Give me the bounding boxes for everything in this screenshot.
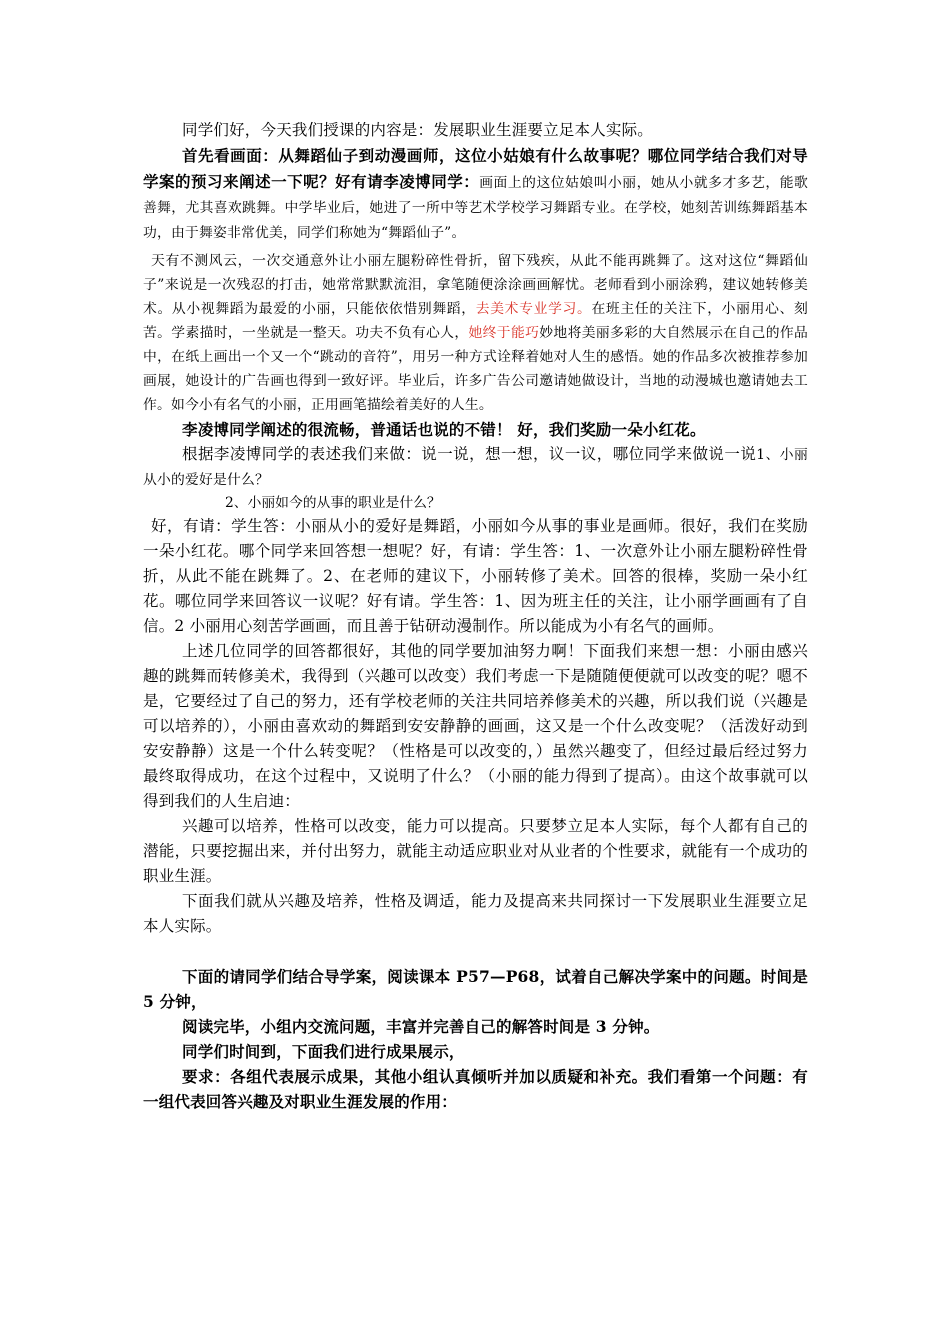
task-text: 根据李凌博同学的表述我们来做：说一说，想一想，议一议，哪位同学来做说一说	[182, 445, 757, 463]
story-highlight-2: 她终于能巧	[468, 325, 540, 341]
discussion-task: 阅读完毕，小组内交流问题，丰富并完善自己的解答时间是 3 分钟。	[182, 1017, 660, 1036]
story-text-2a: 天有不测风云，一次交通意外让小丽左腿粉碎性骨折，留下残疾，从此不能再跳舞了。这对这位“舞蹈仙子”来说是一次残忍的打击，她常常默默流泪，拿笔随便涂涂画画解忧。老师看到小丽涂鸦，建议她转修美术。从小视舞蹈为最爱的小丽，只能依依惜别舞蹈，	[143, 253, 808, 317]
story-highlight-1: 去美术专业学习。	[475, 301, 592, 317]
time-up-note: 同学们时间到，下面我们进行成果展示，	[182, 1042, 465, 1061]
reading-task: 下面的请同学们结合导学案，阅读课本 P57—P68，试着自己解决学案中的问题。时间是 5 分钟，	[143, 967, 808, 1011]
question-1: 1、小丽从小的爱好是什么？	[143, 447, 809, 488]
intro-paragraph: 同学们好，今天我们授课的内容是：发展职业生涯要立足本人实际。	[182, 121, 654, 139]
conclusion-paragraph: 兴趣可以培养，性格可以改变，能力可以提高。只要梦立足本人实际，每个人都有自己的潜能，只要挖掘出来，并付出努力，就能主动适应职业对从业者的个性要求，就能有一个成功的职业生涯。	[143, 817, 808, 885]
praise-paragraph: 李凌博同学阐述的很流畅，普通话也说的不错！ 好，我们奖励一朵小红花。	[182, 420, 706, 439]
story-text-2b: 在班主任的关注下，小丽用心、刻苦。学素描时，一坐就是一整天。功夫不负有心人，	[143, 301, 808, 341]
answers-paragraph: 好，有请：学生答：小丽从小的爱好是舞蹈，小丽如今从事的事业是画师。很好，我们在奖励一朵小红花。哪个同学来回答想一想呢？好，有请：学生答：1、一次意外让小丽左腿粉碎性骨折，从此不能在跳舞了。2、在老师的建议下，小丽转修了美术。回答的很棒，奖励一朵小红花。哪位同学来回答议一议呢？好有请。学生答：1、因为班主任的关注，让小丽学画画有了自信。2 小丽用心刻苦学画画，而且善于钻研动漫制作。所以能成为小有名气的画师。	[143, 517, 808, 635]
spacer	[143, 939, 808, 964]
reflection-paragraph: 上述几位同学的回答都很好，其他的同学要加油努力啊！下面我们来想一想：小丽由感兴趣的跳舞而转修美术，我得到（兴趣可以改变）我们考虑一下是随随便便就可以改变的呢？嗯不是，它要经过了自己的努力，还有学校老师的关注共同培养修美术的兴趣，所以我们说（兴趣是可以培养的），小丽由喜欢动的舞蹈到安安静静的画画，这又是一个什么改变呢？（活泼好动到安安静静）这是一个什么转变呢？（性格是可以改变的，）虽然兴趣变了，但经过最后经过努力最终取得成功，在这个过程中，又说明了什么？（小丽的能力得到了提高）。由这个故事就可以得到我们的人生启迪：	[143, 642, 808, 810]
story-question: 首先看画面：从舞蹈仙子到动漫画师，这位小姑娘有什么故事呢？哪位同学结合我们对导学案的预习来阐述一下呢？好有请李凌博同学：	[143, 146, 808, 191]
task-paragraph	[143, 442, 808, 492]
story-paragraph-2	[143, 249, 808, 417]
story-text-1: 画面上的这位姑娘叫小丽，她从小就多才多艺，能歌善舞，尤其喜欢跳舞。中学毕业后，她进了一所中等艺术学校学习舞蹈专业。在学校，她刻苦训练舞蹈基本功，由于舞姿非常优美，同学们称她为“舞蹈仙子”。	[143, 175, 808, 241]
document-body	[143, 118, 808, 1114]
question-2: 2、小丽如今的从事的职业是什么？	[225, 495, 441, 511]
story-text-2c: 妙地将美丽多彩的大自然展示在自己的作品中，在纸上画出一个又一个“跳动的音符”，用另一种方式诠释着她对人生的感悟。她的作品多次被推荐参加画展，她设计的广告画也得到一致好评。毕业后，许多广告公司邀请她做设计，当地的动漫城也邀请她去工作。如今小有名气的小丽，正用画笔描绘着美好的人生。	[143, 325, 808, 413]
requirements-paragraph: 要求：各组代表展示成果，其他小组认真倾听并加以质疑和补充。我们看第一个问题：有一组代表回答兴趣及对职业生涯发展的作用：	[143, 1067, 808, 1111]
transition-paragraph: 下面我们就从兴趣及培养，性格及调适，能力及提高来共同探讨一下发展职业生涯要立足本人实际。	[143, 892, 808, 935]
story-paragraph-1	[143, 143, 808, 245]
